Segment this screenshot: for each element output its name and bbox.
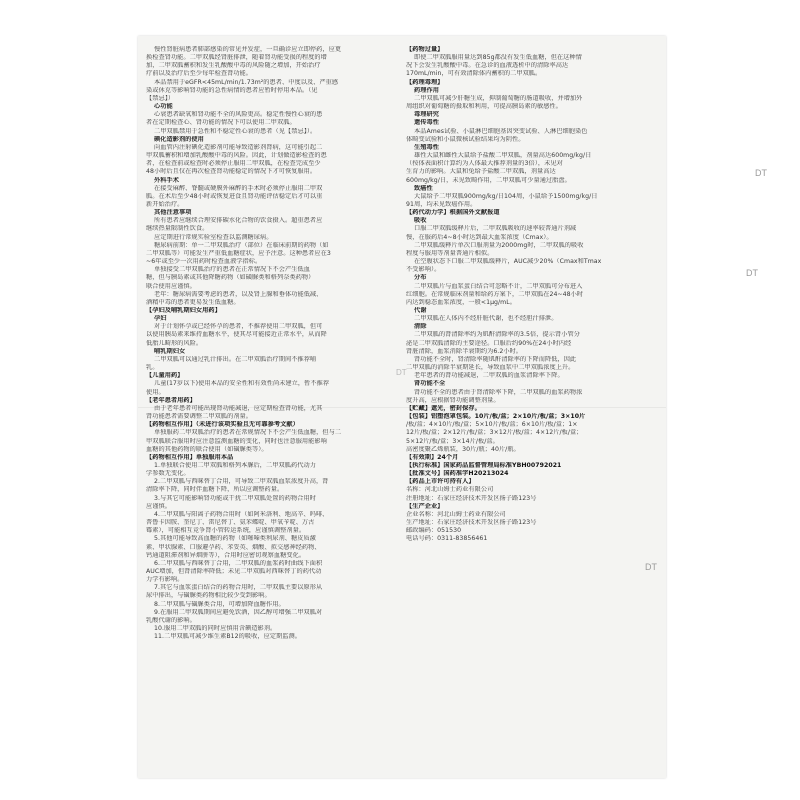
text-line: 甲双胍联合服用时应注意监测血糖的变化，同时也注意服用能影响 (146, 437, 327, 445)
subheading: 分布 (414, 274, 427, 282)
text-line: 周组织对葡萄糖的摄取和利用，可提高胰岛素的敏感性。 (406, 103, 562, 111)
paragraph-line: 2.二甲双胍与西咪替丁合用，可导致二甲双胍血浆浓度升高，肾 (154, 478, 329, 486)
text-line: 使用。 (146, 388, 165, 396)
subheading: 肾功能不全 (414, 380, 446, 388)
text-line: 血糖的其他药物的联合使用（如磺脲类等）。 (146, 445, 268, 453)
paragraph-line: 9.在服用二甲双胍期间应避免饮酒，因乙醇可增强二甲双胍对 (154, 608, 323, 616)
text-line: 二甲双胍的消除半衰期延长，导致血浆中二甲双胍浓度上升。 (406, 364, 575, 372)
paragraph-line: 口服二甲双胍缓释片后，二甲双胍吸收的速率较普通片剂减 (414, 225, 577, 233)
section-heading: 【药物过量】 (406, 46, 444, 53)
paragraph-line: 1.单独联合使用二甲双胍和格列本脲后，二甲双胍药代动力 (154, 461, 316, 469)
subheading: 吸收 (414, 217, 427, 225)
paragraph-line: 心衰患者缺氧和肾功能不全的风险更高。稳定性慢性心衰的患 (154, 111, 323, 119)
text-line: 继续热量限制性饮食。 (146, 225, 209, 233)
section-heading: 【执行标准】国家药品监督管理局标准YBH00792021 (406, 461, 562, 469)
text-line: 尿中排出，与磺脲类药物相比较少受到影响。 (146, 592, 271, 600)
section-heading: 【药代动力学】根据国外文献报道 (406, 209, 500, 217)
text-line: 红细胞。在常规临床剂量和给药方案下，二甲双胍在24~48小时 (406, 290, 584, 298)
text-line: 度升高，应根据肾功能调整剂量。 (406, 396, 500, 404)
text-line: 注册地址：石家庄经济技术开发区扬子路123号 (406, 494, 537, 502)
paragraph-line: 在接受麻醉、脊髓或硬膜外麻醉的手术时必须停止服用二甲双 (154, 184, 323, 192)
text-line: 以使用胰岛素来维持血糖水平，使其尽可能接近正常水平，从而降 (146, 331, 327, 339)
watermark-right-mid: DT (746, 268, 758, 278)
text-line: 程度与服用等剂量普通片相似。 (406, 249, 494, 257)
paragraph-line: 4.二甲双胍与阳离子药物合用时（如阿米洛利、地高辛、吗啡、 (154, 510, 329, 518)
paragraph-line: 在空腹状态下口服二甲双胍缓释片，AUC减少20%（Cmax和Tmax (414, 258, 602, 266)
paragraph-line: 单独服药二甲双胍治疗的患者在常规情况下不会产生低血糖，但与二 (154, 429, 342, 437)
text-line: 染或休克等影响肾功能的急性病情的患者应暂时停用本品。（见 (146, 86, 318, 94)
text-line: 应谨慎。 (146, 502, 171, 510)
text-line: 乳。 (146, 364, 159, 372)
subheading: 致癌性 (414, 184, 433, 192)
text-line: 素、甲状腺素、口服避孕药、苯妥英、烟酸、拟交感神经药物、 (146, 543, 321, 551)
paragraph-line: 二甲双胍缓释片单次口服剂量为2000mg时，二甲双胍的吸收 (414, 241, 584, 249)
paragraph-line: 对于计划怀孕或已经怀孕的患者，不推荐使用二甲双胍，但可 (154, 323, 323, 331)
text-line: 乳酸代谢的影响。 (146, 616, 196, 624)
section-heading: 【有效期】24个月 (406, 453, 459, 461)
paragraph-line: 6.二甲双胍与西咪替丁合用，二甲双胍的血浆药时曲线下面积 (154, 559, 323, 567)
watermark-right-low: DT (645, 562, 657, 572)
paragraph-line: 二甲双胍片与血浆蛋白结合可忽略不计，二甲双胍可分布进入 (414, 282, 583, 290)
subheading: 清除 (414, 323, 427, 331)
section-heading: 【药物相互作用】（未进行该项实验且无可靠参考文献） (146, 421, 299, 429)
paragraph-line: 单独接受二甲双胍治疗的患者在正常情况下不会产生低血 (154, 266, 310, 274)
text-line: 酒精中毒的患者更易发生低血糖。 (146, 298, 240, 306)
paragraph-line: 慢性肾脏病患者肺部感染的常见并发症，一旦确诊应立即停药，应更 (154, 46, 342, 53)
text-line: 电话号码：0311-83856461 (406, 535, 488, 543)
text-line: 48小时后且仅在再次检查肾功能稳定的情况下才可恢复服用。 (146, 168, 317, 176)
subheading: 外科手术 (154, 176, 179, 184)
subheading: 哺乳期妇女 (154, 347, 186, 355)
paragraph-line: 二甲双胍可减少肝糖生成，抑制葡萄糖的肠道吸收，并增加外 (414, 94, 583, 102)
subheading: 药理作用 (414, 86, 439, 94)
text-line: 不受影响）。 (406, 266, 441, 274)
paragraph-line: 应定期进行常规实验室检查以监测糖尿病。 (154, 233, 273, 241)
paragraph-line: 雄性大鼠和雌性大鼠给予盐酸二甲双胍，剂量高达600mg/kg/日 (414, 152, 592, 160)
text-line: 肾脏清除，血浆消除半衰期约为6.2小时。 (406, 347, 523, 355)
paragraph-line: 8.二甲双胍与磺脲类合用，可增加降血糖作用。 (154, 600, 285, 608)
paragraph-line: 3.与其它可能影响肾功能或干扰二甲双胍处置的药物合用时 (154, 494, 316, 502)
paragraph-line: 向血管内注射碘化造影剂可能导致造影剂肾病，这可能引起二 (154, 143, 323, 151)
text-line: 新开始治疗。 (146, 200, 184, 208)
paragraph-line: 老年患者的肾功能减退，二甲双胍的血浆清除率下降。 (414, 372, 564, 380)
text-line: ~6年或至少一次用药时检查血液学指标。 (146, 258, 262, 266)
text-line: 者，在检查前或检查时必须停止服用二甲双胍，在检查完成至少 (146, 160, 321, 168)
text-line: 者在定期检查心、肾功能的情况下可以使用二甲双胍。 (146, 119, 296, 127)
subheading: 心功能 (154, 103, 173, 111)
paragraph-line: 由于老年患者可能出现肾功能减退，应定期检查肾功能，尤其 (154, 404, 323, 412)
paragraph-line: 10.服用二甲双胍的同时应慎用含碘造影剂。 (154, 625, 277, 633)
section-heading: 【老年患者用药】 (146, 396, 196, 404)
subheading: 代谢 (414, 307, 427, 314)
paragraph-line: 7.其它与血浆蛋白结合的药物合用时，二甲双胍主要以原形从 (154, 584, 323, 592)
subheading: 遗传毒性 (414, 119, 439, 127)
text-line: 慢，在服药后4~8小时达到最大血浆浓度（Cmax）。 (406, 233, 553, 241)
text-line: AUC增加，但肾清除率降低；未见二甲双胍对西咪替丁的药代动 (146, 568, 322, 575)
text-line: 力学有影响。 (146, 576, 184, 584)
section-heading: 【儿童用药】 (146, 372, 184, 380)
text-line: 普鲁卡因胺、奎尼丁、雷尼替丁、氨苯蝶啶、甲氧苄啶、万古 (146, 519, 315, 527)
paragraph-line: 二甲双胍的肾清除率约为肌酐清除率的3.5倍，提示肾小管分 (414, 331, 580, 339)
text-line: 霉素），可能相互竞争肾小管转运系统，应谨慎调整剂量。 (146, 527, 306, 535)
text-line: 体畸变试验和小鼠微核试验结果均为阴性。 (406, 135, 525, 143)
text-line: 600mg/kg/日，未见致畸作用，二甲双胍可少量通过胎盘。 (406, 176, 571, 184)
section-heading: 【药品上市许可持有人】 (406, 478, 475, 486)
section-heading: 【药物相互作用】单独服用本品 (146, 453, 234, 461)
text-line: 加，二甲双胍蓄积和发生乳酸酸中毒的风险随之增加，开始治疗 (146, 62, 321, 70)
text-line: 学参数无变化。 (146, 470, 190, 478)
paragraph-line: 糖尿病前期：单一二甲双胍治疗（部位）在临床前期的药物（如 (154, 241, 329, 249)
paragraph-line: 即使二甲双胍服用量达到85g都没有发生低血糖，但在这种情 (414, 54, 582, 62)
paragraph-line: 所有患者应继续合理安排碳水化合物的饮食摄入。超重患者应 (154, 217, 323, 225)
left-text-column (146, 46, 396, 770)
text-line: （按体表面积计算约为人体最大推荐剂量的3倍），未见对 (406, 160, 563, 168)
text-line: 泌是二甲双胍清除的主要途径。口服后约90%在24小时内经 (406, 339, 572, 347)
section-heading: 【药理毒理】 (406, 78, 444, 86)
text-line: 肾功能患者需要调整二甲双胍的剂量。 (146, 413, 253, 421)
text-line: 名称：河北山姆士药业有限公司 (406, 486, 494, 494)
section-heading: 【生产企业】 (406, 502, 444, 510)
subheading: 碘化造影剂的使用 (154, 135, 204, 143)
watermark-center: DT (396, 368, 407, 377)
text-line: 170mL/min，可有效清除体内蓄积的二甲双胍。 (406, 70, 542, 78)
paragraph-line: 大鼠给予二甲双胍900mg/kg/日104周，小鼠给予1500mg/kg/日 (414, 192, 598, 200)
text-line: 生产地址：石家庄经济技术开发区扬子路123号 (406, 519, 537, 527)
text-line: 邮政编码：051530 (406, 527, 462, 535)
paragraph-line: 老年：糖尿病需要考虑的患者，以及肾上腺和垂体功能低减、 (154, 290, 323, 298)
text-line: 换检查肾功能。二甲双胍经肾脏排泄，随着肾功能受损的程度的增 (146, 54, 327, 62)
text-line: 内达到稳态血浆浓度，一般<1μg/mL。 (406, 298, 516, 306)
watermark-right-top: DT (755, 168, 767, 178)
text-line: 疗前以及治疗后至少每年检查肾功能。 (146, 70, 253, 78)
subheading: 孕妇 (154, 315, 167, 323)
paragraph-line: 二甲双胍禁用于急性和不稳定性心衰的患者（见【禁忌】）。 (154, 127, 317, 135)
paragraph-line: 二甲双胍在人体内不经肝脏代谢，也不经胆汁排泄。 (414, 315, 558, 323)
text-line: 钙通道阻滞剂和异烟肼等），合用时应密切观察血糖变化。 (146, 551, 306, 559)
text-line: 91周，均未见致癌作用。 (406, 200, 477, 208)
text-line: 12片/板/盒；2×12片/板/盒；3×12片/板/盒；4×12片/板/盒； (406, 429, 583, 437)
text-line: 甲双胍蓄积和增加乳酸酸中毒的风险。因此，计划做造影检查的患 (146, 152, 327, 160)
paragraph-line: 儿童(17岁以下)使用本品的安全性和有效性尚未建立，暂不推荐 (154, 380, 330, 388)
subheading: 生殖毒性 (414, 143, 439, 151)
section-heading: 【批准文号】国药准字H20213024 (406, 470, 509, 478)
text-line: 企业名称：河北山姆士药业有限公司 (406, 510, 506, 518)
text-line: 5×12片/板/盒；3×14片/板/盒。 (406, 437, 499, 445)
text-line: /板/盒；4×10片/板/盒；5×10片/板/盒；6×10片/板/盒；1× (406, 421, 578, 429)
text-line: 联合使用应谨慎。 (146, 282, 196, 290)
paragraph-line: 二甲双胍可以通过乳汁排出。在二甲双胍治疗期间不推荐哺 (154, 355, 317, 363)
text-line: 生育力的影响。大鼠和兔给予盐酸二甲双胍，剂量高达 (406, 168, 556, 176)
section-heading: 【包装】铝塑泡罩包装。10片/板/盒；2×10片/板/盒；3×10片 (406, 413, 586, 421)
paragraph-line: 本品Ames试验、小鼠淋巴细胞基因突变试验、人淋巴细胞染色 (414, 127, 588, 135)
paragraph-line: 肾功能不全的患者由于肾清除率下降，二甲双胍的血浆药物浓 (414, 388, 583, 396)
paragraph-line: 肾功能不全时，肾清除率随肌酐清除率的下降而降低，因此 (414, 355, 577, 363)
section-heading: 【孕妇及哺乳期妇女用药】 (146, 307, 221, 314)
leaflet-page (138, 36, 666, 778)
subheading: 其他注意事项 (154, 209, 192, 217)
text-line: 高密度聚乙烯瓶装，30片/瓶；40片/瓶。 (406, 445, 520, 453)
right-text-column (406, 46, 656, 770)
paragraph-line: 本品禁用于eGFR<45mL/min/1.73m²的患者、中度以及、严重感 (154, 78, 339, 86)
text-line: 低胎儿畸形的风险。 (146, 339, 203, 347)
text-line: 二甲双胍等）可能发生严重低血糖症状，应予注意。这种患者应在3 (146, 249, 331, 257)
text-line: 况下会发生乳酸酸中毒。在急诊的血液透析中的清除率高达 (406, 62, 569, 70)
paragraph-line: 11.二甲双胍可减少维生素B12的吸收，应定期监测。 (154, 633, 302, 641)
text-line: 糖，但与胰岛素或其他降糖药物（如磺脲类和格列奈类药物） (146, 274, 315, 282)
section-heading: 【贮藏】遮光，密封保存。 (406, 404, 481, 412)
text-line: 胍。在术后至少48小时或恢复进食且肾功能评估稳定后才可以重 (146, 192, 323, 200)
paragraph-line: 5.其他可能导致高血糖的药物（如噻嗪类利尿剂、糖皮质激 (154, 535, 316, 543)
subheading: 毒理研究 (414, 111, 439, 119)
text-line: 清除率下降，同时伴血糖下降，所以应调整药量。 (146, 486, 284, 494)
text-line: 【禁忌】） (146, 94, 175, 102)
